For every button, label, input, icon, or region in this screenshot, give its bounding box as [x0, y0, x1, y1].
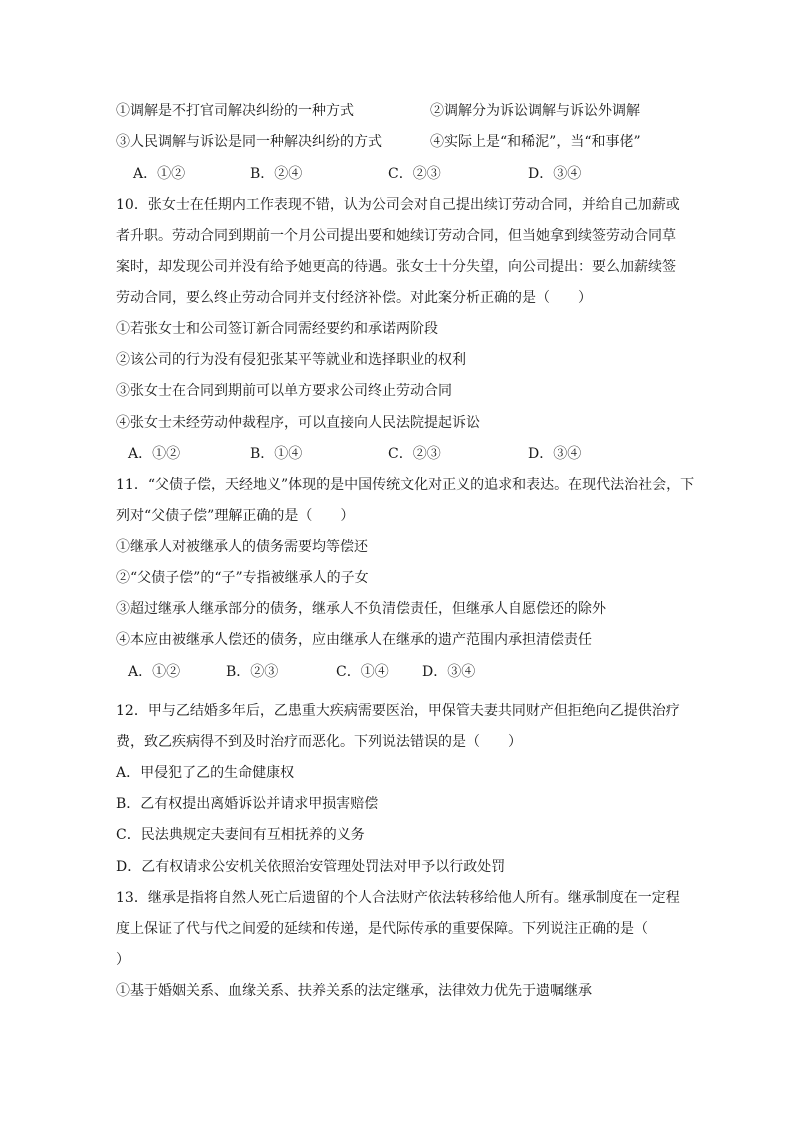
q10-item-4: ④张女士未经劳动仲裁程序，可以直接向人民法院提起诉讼 — [116, 415, 480, 431]
q9-statement-1: ①调解是不打官司解决纠纷的一种方式 — [116, 103, 354, 119]
q12-stem-line-2: 费，致乙疾病得不到及时治疗而恶化。下列说法错误的是（ ） — [116, 734, 522, 750]
q10-stem-line-1: 10．张女士在任期内工作表现不错，认为公司会对自己提出续订劳动合同，并给自己加薪或 — [116, 197, 680, 213]
q13-stem-line-3: ） — [116, 952, 130, 968]
q12-option-a: A．甲侵犯了乙的生命健康权 — [116, 765, 295, 781]
q12-option-b: B．乙有权提出离婚诉讼并请求甲损害赔偿 — [116, 796, 379, 812]
q11-item-3: ③超过继承人继承部分的债务，继承人不负清偿责任，但继承人自愿偿还的除外 — [116, 601, 606, 617]
q11-choice-d: D．③④ — [422, 664, 476, 680]
q11-choice-a: A．①② — [128, 664, 181, 680]
q9-choice-c: C．②③ — [388, 166, 441, 182]
q10-stem-line-2: 者升职。劳动合同到期前一个月公司提出要和她续订劳动合同，但当她拿到续签劳动合同草 — [116, 228, 676, 244]
q10-item-1: ①若张女士和公司签订新合同需经要约和承诺两阶段 — [116, 321, 438, 337]
q13-item-1: ①基于婚姻关系、血缘关系、扶养关系的法定继承，法律效力优先于遗嘱继承 — [116, 983, 592, 999]
q9-statement-3: ③人民调解与诉讼是同一种解决纠纷的方式 — [116, 134, 382, 150]
q10-choice-b: B．①④ — [250, 446, 303, 462]
q10-choice-a: A．①② — [128, 446, 181, 462]
q10-choice-c: C．②③ — [388, 446, 441, 462]
q11-item-1: ①继承人对被继承人的债务需要均等偿还 — [116, 539, 368, 555]
q10-item-2: ②该公司的行为没有侵犯张某平等就业和选择职业的权利 — [116, 352, 466, 368]
q11-stem-line-2: 列对“父债子偿”理解正确的是（ ） — [116, 508, 355, 524]
q11-item-2: ②“父债子偿”的“子”专指被继承人的子女 — [116, 570, 369, 586]
q11-item-4: ④本应由被继承人偿还的债务，应由继承人在继承的遗产范围内承担清偿责任 — [116, 632, 592, 648]
q9-choice-b: B．②④ — [250, 166, 303, 182]
q12-option-d: D．乙有权请求公安机关依照治安管理处罚法对甲予以行政处罚 — [116, 859, 506, 875]
q11-stem-line-1: 11．“父债子偿，天经地义”体现的是中国传统文化对正义的追求和表达。在现代法治社会，下 — [116, 477, 695, 493]
q10-stem-line-4: 劳动合同，要么终止劳动合同并支付经济补偿。对此案分析正确的是（ ） — [116, 290, 592, 306]
q13-stem-line-2: 度上保证了代与代之间爱的延续和传递，是代际传承的重要保障。下列说注正确的是（ — [116, 921, 648, 937]
q10-item-3: ③张女士在合同到期前可以单方要求公司终止劳动合同 — [116, 383, 452, 399]
q11-choice-b: B．②③ — [226, 664, 279, 680]
q12-stem-line-1: 12．甲与乙结婚多年后，乙患重大疾病需要医治，甲保管夫妻共同财产但拒绝向乙提供治疗 — [116, 703, 680, 719]
q9-choice-a: A．①② — [133, 166, 186, 182]
q9-choice-d: D．③④ — [528, 166, 582, 182]
q9-statement-4: ④实际上是“和稀泥”，当“和事佬” — [430, 134, 641, 150]
q10-stem-line-3: 案时，却发现公司并没有给予她更高的待遇。张女士十分失望，向公司提出：要么加薪续签 — [116, 259, 676, 275]
q10-choice-d: D．③④ — [528, 446, 582, 462]
q12-option-c: C．民法典规定夫妻间有互相抚养的义务 — [116, 827, 365, 843]
q9-statement-2: ②调解分为诉讼调解与诉讼外调解 — [430, 103, 640, 119]
q11-choice-c: C．①④ — [336, 664, 389, 680]
q13-stem-line-1: 13．继承是指将自然人死亡后遗留的个人合法财产依法转移给他人所有。继承制度在一定程 — [116, 890, 680, 906]
